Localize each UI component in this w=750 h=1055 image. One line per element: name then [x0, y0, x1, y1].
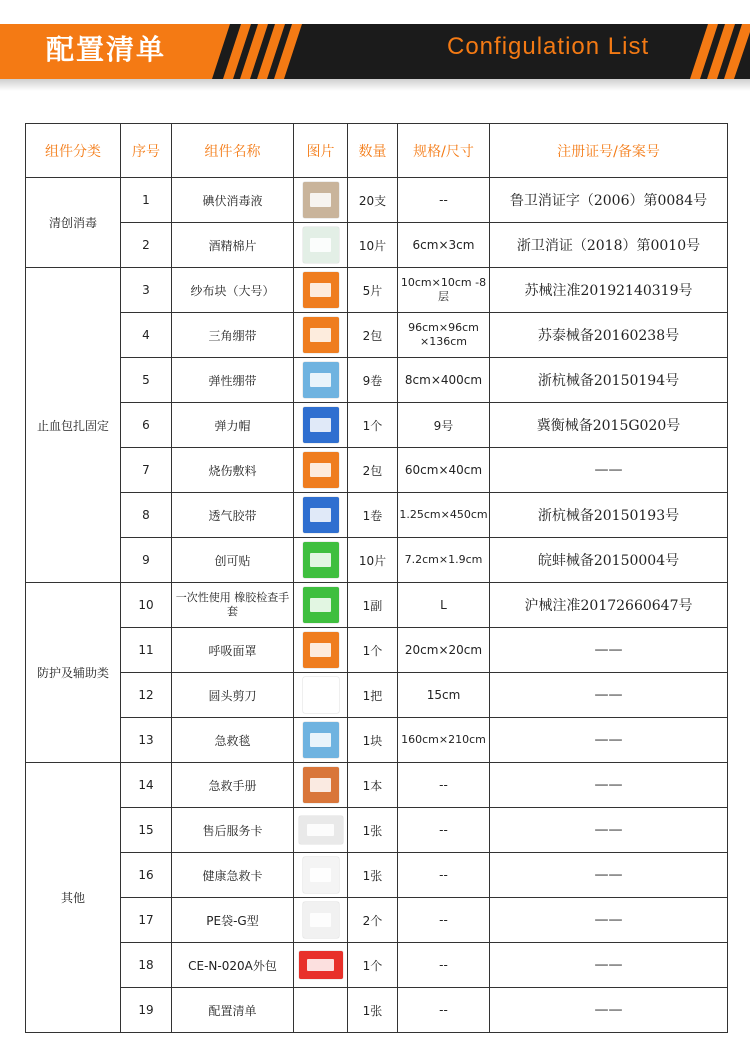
service-card-icon: [299, 816, 343, 844]
item-number: 13: [121, 718, 172, 763]
item-image-cell: [294, 808, 348, 853]
table-row: [26, 493, 728, 538]
table-row: [26, 853, 728, 898]
item-number: 6: [121, 403, 172, 448]
item-image-cell: [294, 223, 348, 268]
item-spec: 7.2cm×1.9cm: [398, 538, 490, 583]
package-label: [310, 193, 332, 207]
item-quantity: 1个: [348, 628, 398, 673]
item-quantity: 1卷: [348, 493, 398, 538]
item-image-cell: [294, 763, 348, 808]
col-header-spec: 规格/尺寸: [398, 124, 490, 178]
item-registration: ——: [490, 673, 728, 718]
item-number: 12: [121, 673, 172, 718]
gauze-pack-icon: [303, 272, 339, 308]
item-number: 14: [121, 763, 172, 808]
item-registration: 浙卫消证（2018）第0010号: [490, 223, 728, 268]
item-image-cell: [294, 853, 348, 898]
item-registration: 浙杭械备20150194号: [490, 358, 728, 403]
item-name: 健康急救卡: [172, 853, 294, 898]
item-number: 10: [121, 583, 172, 628]
table-row: [26, 898, 728, 943]
item-quantity: 10片: [348, 223, 398, 268]
item-image-cell: [294, 313, 348, 358]
title-english: Configulation List: [447, 33, 650, 60]
item-spec: --: [398, 853, 490, 898]
package-label: [310, 283, 332, 297]
table-row: [26, 313, 728, 358]
item-image-cell: [294, 403, 348, 448]
table-row: [26, 268, 728, 313]
item-name: 弹性绷带: [172, 358, 294, 403]
package-label: [310, 418, 332, 432]
item-registration: ——: [490, 853, 728, 898]
item-number: 3: [121, 268, 172, 313]
item-registration: 冀衡械备2015G020号: [490, 403, 728, 448]
item-registration: 沪械注准20172660647号: [490, 583, 728, 628]
item-quantity: 1副: [348, 583, 398, 628]
package-label: [310, 508, 332, 522]
item-name: 三角绷带: [172, 313, 294, 358]
package-label: [310, 688, 332, 702]
item-quantity: 1块: [348, 718, 398, 763]
item-image-cell: [294, 718, 348, 763]
item-spec: L: [398, 583, 490, 628]
header-banner: [0, 24, 750, 79]
category-cell: 清创消毒: [26, 178, 121, 268]
table-row: [26, 448, 728, 493]
item-registration: 皖蚌械备20150004号: [490, 538, 728, 583]
item-name: CE-N-020A外包: [172, 943, 294, 988]
item-quantity: 1个: [348, 943, 398, 988]
package-label: [310, 238, 332, 252]
item-spec: --: [398, 178, 490, 223]
pe-bag-icon: [303, 902, 339, 938]
face-mask-icon: [303, 632, 339, 668]
tape-icon: [303, 497, 339, 533]
col-header-qty: 数量: [348, 124, 398, 178]
item-image-cell: [294, 358, 348, 403]
item-registration: 苏械注准20192140319号: [490, 268, 728, 313]
title-chinese: 配置清单: [46, 33, 167, 66]
item-quantity: 1张: [348, 988, 398, 1033]
item-spec: --: [398, 808, 490, 853]
item-quantity: 1本: [348, 763, 398, 808]
item-number: 15: [121, 808, 172, 853]
package-label: [310, 553, 332, 567]
item-registration: 鲁卫消证字（2006）第0084号: [490, 178, 728, 223]
item-name: 呼吸面罩: [172, 628, 294, 673]
category-cell: 防护及辅助类: [26, 583, 121, 763]
package-label: [310, 643, 332, 657]
item-registration: 浙杭械备20150193号: [490, 493, 728, 538]
item-quantity: 10片: [348, 538, 398, 583]
col-header-image: 图片: [294, 124, 348, 178]
item-registration: 苏泰械备20160238号: [490, 313, 728, 358]
item-number: 17: [121, 898, 172, 943]
alcohol-pad-icon: [303, 227, 339, 263]
item-image-cell: [294, 538, 348, 583]
item-quantity: 2包: [348, 313, 398, 358]
item-name: 透气胶带: [172, 493, 294, 538]
item-number: 11: [121, 628, 172, 673]
item-name: PE袋-G型: [172, 898, 294, 943]
item-quantity: 1个: [348, 403, 398, 448]
package-label: [310, 868, 332, 882]
item-image-cell: [294, 583, 348, 628]
item-name: 创可贴: [172, 538, 294, 583]
item-quantity: 1张: [348, 853, 398, 898]
table-row: [26, 673, 728, 718]
item-spec: --: [398, 943, 490, 988]
item-quantity: 1张: [348, 808, 398, 853]
table-row: [26, 583, 728, 628]
item-quantity: 2个: [348, 898, 398, 943]
item-image-cell: [294, 178, 348, 223]
table-row: [26, 943, 728, 988]
item-spec: --: [398, 988, 490, 1033]
item-name: 酒精棉片: [172, 223, 294, 268]
item-number: 4: [121, 313, 172, 358]
table-row: [26, 718, 728, 763]
item-name: 弹力帽: [172, 403, 294, 448]
category-cell: 止血包扎固定: [26, 268, 121, 583]
manual-icon: [303, 767, 339, 803]
item-name: 配置清单: [172, 988, 294, 1033]
item-image-cell: [294, 628, 348, 673]
col-header-reg: 注册证号/备案号: [490, 124, 728, 178]
table-row: [26, 988, 728, 1033]
table-body: [26, 178, 728, 1033]
first-aid-card-icon: [303, 857, 339, 893]
item-number: 16: [121, 853, 172, 898]
outer-case-icon: [299, 951, 343, 979]
item-registration: ——: [490, 943, 728, 988]
item-spec: 1.25cm×450cm: [398, 493, 490, 538]
package-label: [310, 778, 332, 792]
item-number: 18: [121, 943, 172, 988]
item-spec: --: [398, 898, 490, 943]
item-image-cell: [294, 673, 348, 718]
item-spec: 8cm×400cm: [398, 358, 490, 403]
package-label: [310, 328, 332, 342]
item-number: 8: [121, 493, 172, 538]
item-number: 1: [121, 178, 172, 223]
item-spec: 20cm×20cm: [398, 628, 490, 673]
table-row: [26, 358, 728, 403]
item-spec: 160cm×210cm: [398, 718, 490, 763]
table-row: [26, 178, 728, 223]
item-name: 纱布块（大号）: [172, 268, 294, 313]
package-label: [307, 959, 333, 970]
table-row: [26, 538, 728, 583]
category-cell: 其他: [26, 763, 121, 1033]
table-row: [26, 808, 728, 853]
banner-shadow: [0, 79, 750, 91]
item-number: 5: [121, 358, 172, 403]
item-image-cell: [294, 988, 348, 1033]
swab-pack-icon: [303, 182, 339, 218]
item-spec: --: [398, 763, 490, 808]
item-name: 烧伤敷料: [172, 448, 294, 493]
item-name: 急救手册: [172, 763, 294, 808]
item-name: 急救毯: [172, 718, 294, 763]
item-registration: ——: [490, 763, 728, 808]
item-number: 2: [121, 223, 172, 268]
item-name: 圆头剪刀: [172, 673, 294, 718]
item-registration: ——: [490, 718, 728, 763]
table-header-row: [26, 124, 728, 178]
item-image-cell: [294, 268, 348, 313]
item-registration: ——: [490, 448, 728, 493]
col-header-category: 组件分类: [26, 124, 121, 178]
item-spec: 96cm×96cm ×136cm: [398, 313, 490, 358]
gloves-icon: [303, 587, 339, 623]
package-label: [310, 733, 332, 747]
item-registration: ——: [490, 898, 728, 943]
item-registration: ——: [490, 988, 728, 1033]
triangle-bandage-icon: [303, 317, 339, 353]
item-quantity: 1把: [348, 673, 398, 718]
col-header-name: 组件名称: [172, 124, 294, 178]
elastic-bandage-icon: [303, 362, 339, 398]
item-spec: 15cm: [398, 673, 490, 718]
item-name: 碘伏消毒液: [172, 178, 294, 223]
item-quantity: 9卷: [348, 358, 398, 403]
table-row: [26, 628, 728, 673]
blanket-icon: [303, 722, 339, 758]
scissors-icon: [303, 677, 339, 713]
table-row: [26, 403, 728, 448]
item-image-cell: [294, 943, 348, 988]
package-label: [307, 824, 333, 835]
item-name: 售后服务卡: [172, 808, 294, 853]
item-spec: 10cm×10cm -8层: [398, 268, 490, 313]
package-label: [310, 463, 332, 477]
burn-dressing-icon: [303, 452, 339, 488]
item-number: 19: [121, 988, 172, 1033]
package-label: [310, 373, 332, 387]
item-image-cell: [294, 448, 348, 493]
item-quantity: 5片: [348, 268, 398, 313]
item-spec: 9号: [398, 403, 490, 448]
item-spec: 6cm×3cm: [398, 223, 490, 268]
item-image-cell: [294, 493, 348, 538]
item-spec: 60cm×40cm: [398, 448, 490, 493]
item-name: 一次性使用 橡胶检查手套: [172, 583, 294, 628]
package-label: [310, 598, 332, 612]
col-header-no: 序号: [121, 124, 172, 178]
table-row: [26, 763, 728, 808]
item-image-cell: [294, 898, 348, 943]
table-row: [26, 223, 728, 268]
item-quantity: 20支: [348, 178, 398, 223]
item-number: 9: [121, 538, 172, 583]
item-number: 7: [121, 448, 172, 493]
elastic-cap-icon: [303, 407, 339, 443]
package-label: [310, 913, 332, 927]
item-quantity: 2包: [348, 448, 398, 493]
item-registration: ——: [490, 628, 728, 673]
bandaid-icon: [303, 542, 339, 578]
item-registration: ——: [490, 808, 728, 853]
configuration-table: [25, 123, 728, 1033]
